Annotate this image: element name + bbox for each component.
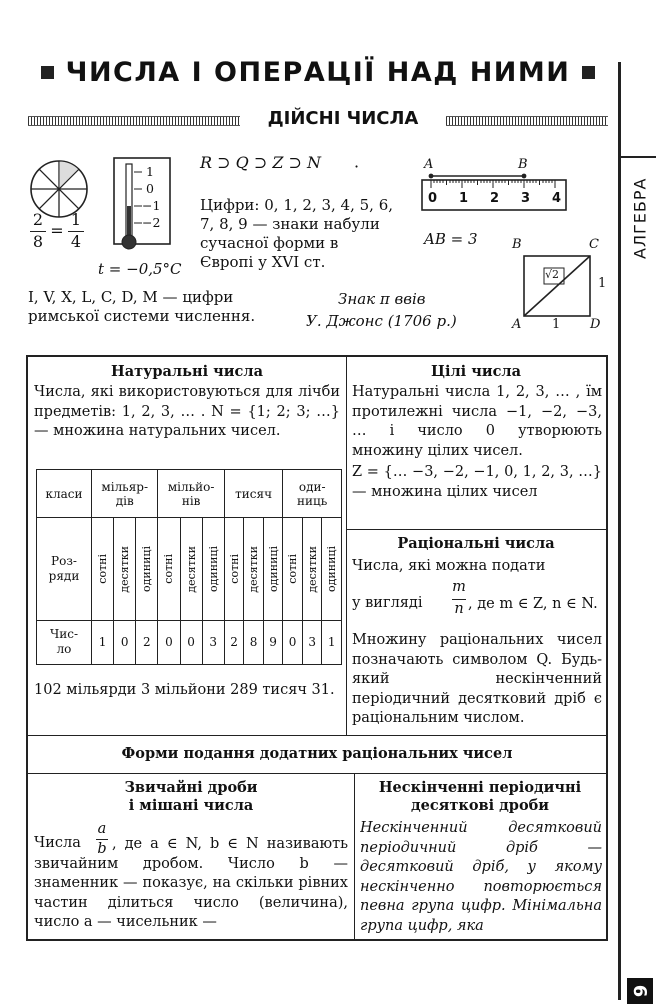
digit-place-table	[36, 469, 342, 665]
page-title-text: ЧИСЛА І ОПЕРАЦІЇ НАД НИМИ	[65, 56, 571, 88]
square-bullet-icon	[582, 66, 595, 79]
decimals-heading-2: десяткові дроби	[410, 797, 550, 814]
fraction-numerator: a	[97, 821, 107, 837]
square-diagonal-label: √2	[545, 268, 560, 281]
place-ones: одиниці	[206, 546, 220, 592]
ruler-tick: 3	[521, 191, 531, 206]
place-ones: одиниці	[140, 546, 154, 592]
rozriady-header: Роз- ряди	[37, 518, 92, 621]
thermo-tick: 0	[146, 181, 154, 196]
fraction-equation: 2 8 = 1 4	[30, 210, 100, 254]
fraction-denominator: n	[454, 601, 464, 617]
forms-heading: Форми подання додатних раціональних чисел	[121, 745, 513, 762]
digit-cell: 0	[114, 620, 136, 664]
hatch-divider	[446, 116, 608, 126]
integers-set: Z = {… −3, −2, −1, 0, 1, 2, 3, …} — множина цілих чисел	[352, 464, 602, 500]
square-label-a: A	[512, 317, 522, 332]
place-hundreds: сотні	[286, 554, 300, 584]
decimals-heading-1: Нескінченні періодичні	[378, 779, 582, 796]
page-number: 6	[627, 978, 653, 1004]
digit-cell: 9	[263, 620, 283, 664]
integers-heading: Цілі числа	[430, 363, 522, 380]
fractions-text-a: Числа	[34, 835, 81, 851]
square-label-d: D	[590, 317, 601, 332]
fraction-numerator: 2	[32, 210, 44, 229]
place-tens: десятки	[184, 545, 198, 593]
natural-heading: Натуральні числа	[111, 363, 263, 380]
natural-text: Числа, які використовуються для лічби предметів: 1, 2, 3, … . N = {1; 2; 3; …} — множина натуральних чисел.	[34, 384, 340, 439]
fractions-heading-2: і мішані числа	[128, 797, 254, 814]
rational-text-a: Числа, які можна подати	[352, 558, 546, 574]
digit-cell: 3	[202, 620, 224, 664]
place-tens: десятки	[247, 545, 261, 593]
class-billions: мільяр- дів	[92, 470, 158, 518]
natural-reading: 102 мільярди 3 мільйони 289 тисяч 31.	[34, 682, 335, 698]
place-hundreds: сотні	[227, 554, 241, 584]
digit-cell: 1	[92, 620, 114, 664]
row-divider	[346, 529, 606, 530]
digit-cell: 0	[283, 620, 303, 664]
integers-text: Натуральні числа 1, 2, 3, … , їм протилежні числа −1, −2, −3, … і число 0 утворюють множину цілих чисел.	[352, 384, 602, 459]
ruler-point-a: A	[424, 157, 434, 172]
thermometer-scale	[142, 163, 161, 231]
digit-cell: 3	[302, 620, 322, 664]
thermo-tick: −1	[142, 198, 161, 213]
chyslo-header: Чис- ло	[37, 620, 92, 664]
place-ones: одиниці	[325, 546, 339, 592]
square-side-bottom: 1	[552, 317, 561, 332]
place-hundreds: сотні	[162, 554, 176, 584]
thermo-tick: −2	[142, 215, 161, 230]
square-label-c: C	[589, 237, 599, 252]
ruler-tick: 2	[490, 191, 500, 206]
place-hundreds: сотні	[96, 554, 110, 584]
square-diagonal-icon	[520, 252, 596, 320]
pi-note-line1: Знак π ввів	[338, 290, 426, 308]
digit-cell: 0	[158, 620, 180, 664]
pi-note-line2: У. Джонс (1706 р.)	[306, 312, 457, 330]
page-title	[28, 56, 608, 88]
thermometer-caption: t = −0,5°C	[98, 260, 182, 278]
side-strip	[618, 62, 656, 1000]
section-title: ДІЙСНІ ЧИСЛА	[267, 108, 419, 129]
ruler-tick: 0	[428, 191, 438, 206]
fraction-denominator: 8	[32, 232, 44, 251]
digit-cell: 1	[322, 620, 342, 664]
class-thousands: тисяч	[224, 470, 283, 518]
digit-cell: 8	[244, 620, 264, 664]
hatch-divider	[28, 116, 240, 126]
decimals-text: Нескінченний десятковий періодичний дріб — десятковий дріб, у якому нескінченно повторюється певна група цифр. Мінімальна група цифр, яка	[360, 820, 602, 934]
rational-text-c: , де m ∈ Z, n ∈ N.	[468, 596, 598, 612]
place-tens: десятки	[305, 545, 319, 593]
fraction-numerator: m	[452, 579, 466, 595]
digits-note: Цифри: 0, 1, 2, 3, 4, 5, 6, 7, 8, 9 — знаки набули сучасної форми в Європі у XVI ст.	[200, 196, 394, 271]
ruler-tick: 4	[552, 191, 562, 206]
rational-heading: Раціональні числа	[397, 535, 555, 552]
thermo-tick: 1	[146, 164, 154, 179]
place-ones: одиниці	[266, 546, 280, 592]
rational-text-2: Множину раціональних чисел позначають символом Q. Будь-який нескінченний періодичний десятковий дріб є раціональним числом.	[352, 632, 602, 726]
class-units: оди- ниць	[283, 470, 342, 518]
place-tens: десятки	[118, 545, 132, 593]
digit-cell: 2	[224, 620, 244, 664]
square-label-b: B	[512, 237, 522, 252]
row-divider	[28, 735, 606, 736]
fraction-denominator: 4	[70, 232, 82, 251]
ruler-point-b: B	[518, 157, 528, 172]
classes-header: класи	[37, 470, 92, 518]
fraction-numerator: 1	[70, 210, 82, 229]
content-table	[26, 355, 608, 941]
ruler-tick-labels	[426, 191, 574, 207]
row-divider	[28, 773, 606, 774]
section-header	[28, 108, 608, 134]
fractions-heading-1: Звичайні дроби	[124, 779, 258, 796]
fractions-text-b: , де a ∈ N, b ∈ N називають звичайним дробом. Число b — знаменник — показує, на скільки рівних частин ділиться число (величина), число a — чисельник —	[34, 836, 348, 930]
square-bullet-icon	[41, 66, 54, 79]
class-millions: мільйо- нів	[158, 470, 224, 518]
ruler-caption: AB = 3	[424, 230, 478, 248]
number-sets: R ⊃ Q ⊃ Z ⊃ N	[200, 153, 322, 172]
square-side-right: 1	[598, 276, 607, 291]
digit-cell: 0	[180, 620, 202, 664]
side-label: АЛГЕБРА	[630, 177, 650, 259]
dot-mark: ·	[354, 157, 360, 176]
fraction-denominator: b	[97, 841, 107, 857]
roman-note: I, V, X, L, C, D, M — цифри римської системи числення.	[28, 288, 256, 325]
digit-cell: 2	[136, 620, 158, 664]
ruler-tick: 1	[459, 191, 469, 206]
rational-text-b: у вигляді	[352, 595, 423, 611]
